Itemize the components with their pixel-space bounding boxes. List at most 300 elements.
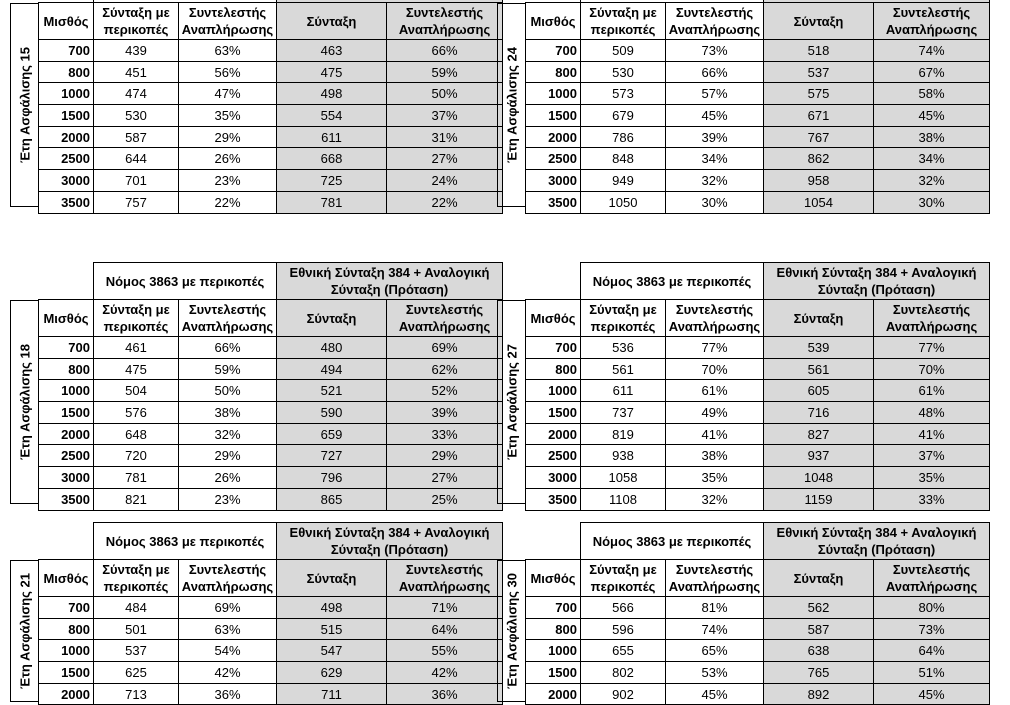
pension-cell: 518 xyxy=(764,40,874,62)
pension-cut-cell: 536 xyxy=(581,337,666,359)
pension-cell: 463 xyxy=(277,40,387,62)
replacement-proposal-cell: 37% xyxy=(387,105,503,127)
table-row xyxy=(39,488,503,510)
pension-cut-cell: 504 xyxy=(94,380,179,402)
replacement-cell: 41% xyxy=(666,423,764,445)
pension-cell: 725 xyxy=(277,170,387,192)
pension-cut-cell: 949 xyxy=(581,170,666,192)
header-replacement-proposal: Συντελεστής Αναπλήρωσης xyxy=(874,560,990,597)
salary-cell: 2000 xyxy=(39,423,94,445)
header-pension: Σύνταξη xyxy=(764,3,874,40)
table-row xyxy=(526,423,990,445)
pension-cut-cell: 573 xyxy=(581,83,666,105)
replacement-proposal-cell: 39% xyxy=(387,402,503,424)
salary-cell: 1000 xyxy=(39,83,94,105)
replacement-proposal-cell: 80% xyxy=(874,597,990,619)
replacement-cell: 73% xyxy=(666,40,764,62)
replacement-cell: 65% xyxy=(666,640,764,662)
pension-cell: 716 xyxy=(764,402,874,424)
replacement-proposal-cell: 74% xyxy=(874,40,990,62)
pension-cell: 587 xyxy=(764,618,874,640)
replacement-proposal-cell: 45% xyxy=(874,683,990,705)
pension-cell: 605 xyxy=(764,380,874,402)
header-pension-cut: Σύνταξη με περικοπές xyxy=(94,300,179,337)
pension-cut-cell: 679 xyxy=(581,105,666,127)
table-row xyxy=(526,105,990,127)
replacement-proposal-cell: 35% xyxy=(874,467,990,489)
replacement-proposal-cell: 52% xyxy=(387,380,503,402)
pension-cut-cell: 644 xyxy=(94,148,179,170)
salary-cell: 1500 xyxy=(39,662,94,684)
pension-cell: 1054 xyxy=(764,191,874,213)
pension-cut-cell: 713 xyxy=(94,683,179,705)
salary-cell: 3000 xyxy=(526,467,581,489)
header-pension-cut: Σύνταξη με περικοπές xyxy=(581,300,666,337)
salary-cell: 700 xyxy=(526,597,581,619)
insurance-years-text: Έτη Ασφάλισης 27 xyxy=(504,343,519,460)
header-proposal: Εθνική Σύνταξη 384 + Αναλογική Σύνταξη (Πρόταση) xyxy=(764,523,990,560)
replacement-cell: 42% xyxy=(179,662,277,684)
pension-cell: 515 xyxy=(277,618,387,640)
salary-cell: 3500 xyxy=(39,191,94,213)
replacement-cell: 53% xyxy=(666,662,764,684)
insurance-years-label xyxy=(497,300,525,504)
header-empty xyxy=(526,263,581,300)
pension-cell: 638 xyxy=(764,640,874,662)
salary-cell: 2000 xyxy=(526,126,581,148)
pension-cell: 1048 xyxy=(764,467,874,489)
replacement-proposal-cell: 69% xyxy=(387,337,503,359)
pension-cell: 480 xyxy=(277,337,387,359)
pension-cut-cell: 451 xyxy=(94,61,179,83)
pension-cut-cell: 902 xyxy=(581,683,666,705)
replacement-cell: 35% xyxy=(666,467,764,489)
insurance-years-text: Έτη Ασφάλισης 15 xyxy=(17,46,32,163)
salary-cell: 2500 xyxy=(526,445,581,467)
replacement-cell: 63% xyxy=(179,40,277,62)
pension-cut-cell: 561 xyxy=(581,358,666,380)
pension-cell: 711 xyxy=(277,683,387,705)
replacement-proposal-cell: 66% xyxy=(387,40,503,62)
pension-cell: 727 xyxy=(277,445,387,467)
replacement-proposal-cell: 42% xyxy=(387,662,503,684)
header-replacement: Συντελεστής Αναπλήρωσης xyxy=(666,3,764,40)
replacement-proposal-cell: 41% xyxy=(874,423,990,445)
table-row xyxy=(39,380,503,402)
replacement-cell: 45% xyxy=(666,105,764,127)
table-row xyxy=(526,148,990,170)
pension-table xyxy=(525,522,990,705)
replacement-proposal-cell: 59% xyxy=(387,61,503,83)
header-empty xyxy=(39,263,94,300)
replacement-proposal-cell: 64% xyxy=(874,640,990,662)
replacement-cell: 26% xyxy=(179,467,277,489)
pension-cut-cell: 757 xyxy=(94,191,179,213)
table-row xyxy=(526,191,990,213)
replacement-cell: 29% xyxy=(179,126,277,148)
table-row xyxy=(39,40,503,62)
table-row xyxy=(39,83,503,105)
replacement-cell: 36% xyxy=(179,683,277,705)
pension-table xyxy=(38,262,503,511)
pension-cut-cell: 475 xyxy=(94,358,179,380)
header-pension-cut: Σύνταξη με περικοπές xyxy=(94,3,179,40)
header-replacement: Συντελεστής Αναπλήρωσης xyxy=(179,300,277,337)
pension-cell: 1159 xyxy=(764,488,874,510)
header-empty xyxy=(526,523,581,560)
table-row xyxy=(39,126,503,148)
replacement-cell: 34% xyxy=(666,148,764,170)
pension-cut-cell: 474 xyxy=(94,83,179,105)
replacement-proposal-cell: 55% xyxy=(387,640,503,662)
pension-cut-cell: 509 xyxy=(581,40,666,62)
salary-cell: 3500 xyxy=(526,191,581,213)
replacement-cell: 32% xyxy=(666,170,764,192)
replacement-proposal-cell: 61% xyxy=(874,380,990,402)
salary-cell: 1500 xyxy=(39,105,94,127)
pension-cut-cell: 461 xyxy=(94,337,179,359)
replacement-proposal-cell: 71% xyxy=(387,597,503,619)
replacement-cell: 39% xyxy=(666,126,764,148)
salary-cell: 700 xyxy=(526,40,581,62)
pension-cut-cell: 655 xyxy=(581,640,666,662)
replacement-proposal-cell: 33% xyxy=(387,423,503,445)
pension-cut-cell: 1058 xyxy=(581,467,666,489)
replacement-cell: 66% xyxy=(179,337,277,359)
header-pension-cut: Σύνταξη με περικοπές xyxy=(581,3,666,40)
replacement-cell: 32% xyxy=(666,488,764,510)
table-row xyxy=(526,597,990,619)
insurance-years-label xyxy=(10,300,38,504)
salary-cell: 1500 xyxy=(526,402,581,424)
salary-cell: 3000 xyxy=(39,467,94,489)
pension-cell: 668 xyxy=(277,148,387,170)
pension-cell: 629 xyxy=(277,662,387,684)
header-pension-cut: Σύνταξη με περικοπές xyxy=(94,560,179,597)
table-row xyxy=(526,337,990,359)
replacement-cell: 47% xyxy=(179,83,277,105)
table-row xyxy=(526,83,990,105)
header-pension: Σύνταξη xyxy=(277,300,387,337)
header-salary: Μισθός xyxy=(39,3,94,40)
replacement-proposal-cell: 38% xyxy=(874,126,990,148)
pension-cell: 892 xyxy=(764,683,874,705)
pension-cut-cell: 848 xyxy=(581,148,666,170)
header-replacement: Συντελεστής Αναπλήρωσης xyxy=(666,300,764,337)
replacement-cell: 81% xyxy=(666,597,764,619)
pension-cut-cell: 537 xyxy=(94,640,179,662)
table-row xyxy=(39,683,503,705)
pension-cell: 494 xyxy=(277,358,387,380)
replacement-cell: 38% xyxy=(666,445,764,467)
table-row xyxy=(526,662,990,684)
insurance-years-label xyxy=(10,3,38,207)
replacement-proposal-cell: 33% xyxy=(874,488,990,510)
replacement-proposal-cell: 24% xyxy=(387,170,503,192)
table-row xyxy=(526,40,990,62)
pension-cell: 562 xyxy=(764,597,874,619)
header-pension: Σύνταξη xyxy=(764,560,874,597)
salary-cell: 700 xyxy=(39,337,94,359)
replacement-cell: 59% xyxy=(179,358,277,380)
pension-cut-cell: 938 xyxy=(581,445,666,467)
table-row xyxy=(526,126,990,148)
pension-cut-cell: 439 xyxy=(94,40,179,62)
salary-cell: 1500 xyxy=(39,402,94,424)
pension-cut-cell: 1108 xyxy=(581,488,666,510)
replacement-cell: 45% xyxy=(666,683,764,705)
pension-cut-cell: 802 xyxy=(581,662,666,684)
replacement-cell: 38% xyxy=(179,402,277,424)
table-row xyxy=(526,683,990,705)
salary-cell: 800 xyxy=(39,358,94,380)
salary-cell: 800 xyxy=(526,61,581,83)
header-empty xyxy=(39,523,94,560)
insurance-years-text: Έτη Ασφάλισης 30 xyxy=(504,572,519,689)
replacement-proposal-cell: 27% xyxy=(387,467,503,489)
replacement-cell: 63% xyxy=(179,618,277,640)
pension-cell: 796 xyxy=(277,467,387,489)
replacement-cell: 54% xyxy=(179,640,277,662)
header-law: Νόμος 3863 με περικοπές xyxy=(94,263,277,300)
header-salary: Μισθός xyxy=(39,300,94,337)
header-pension: Σύνταξη xyxy=(277,560,387,597)
replacement-cell: 35% xyxy=(179,105,277,127)
pension-cut-cell: 786 xyxy=(581,126,666,148)
insurance-years-text: Έτη Ασφάλισης 24 xyxy=(504,46,519,163)
insurance-years-label xyxy=(497,3,525,207)
replacement-proposal-cell: 36% xyxy=(387,683,503,705)
pension-cut-cell: 648 xyxy=(94,423,179,445)
replacement-proposal-cell: 34% xyxy=(874,148,990,170)
pension-cell: 862 xyxy=(764,148,874,170)
pension-cut-cell: 596 xyxy=(581,618,666,640)
replacement-proposal-cell: 48% xyxy=(874,402,990,424)
replacement-cell: 56% xyxy=(179,61,277,83)
pension-cut-cell: 737 xyxy=(581,402,666,424)
replacement-proposal-cell: 51% xyxy=(874,662,990,684)
header-proposal: Εθνική Σύνταξη 384 + Αναλογική Σύνταξη (Πρόταση) xyxy=(277,263,503,300)
table-row xyxy=(526,445,990,467)
table-row xyxy=(39,337,503,359)
pension-table xyxy=(38,522,503,705)
pension-cell: 937 xyxy=(764,445,874,467)
salary-cell: 1000 xyxy=(39,640,94,662)
table-row xyxy=(526,618,990,640)
salary-cell: 3500 xyxy=(526,488,581,510)
pension-cell: 590 xyxy=(277,402,387,424)
salary-cell: 3000 xyxy=(39,170,94,192)
replacement-proposal-cell: 22% xyxy=(387,191,503,213)
replacement-proposal-cell: 64% xyxy=(387,618,503,640)
pension-cut-cell: 611 xyxy=(581,380,666,402)
replacement-proposal-cell: 31% xyxy=(387,126,503,148)
salary-cell: 800 xyxy=(526,618,581,640)
salary-cell: 1000 xyxy=(526,83,581,105)
replacement-cell: 69% xyxy=(179,597,277,619)
pension-cell: 781 xyxy=(277,191,387,213)
salary-cell: 2500 xyxy=(526,148,581,170)
table-row xyxy=(526,61,990,83)
replacement-proposal-cell: 25% xyxy=(387,488,503,510)
replacement-cell: 66% xyxy=(666,61,764,83)
header-law: Νόμος 3863 με περικοπές xyxy=(94,523,277,560)
salary-cell: 2000 xyxy=(526,683,581,705)
pension-cell: 547 xyxy=(277,640,387,662)
pension-cell: 958 xyxy=(764,170,874,192)
table-row xyxy=(526,170,990,192)
header-salary: Μισθός xyxy=(526,3,581,40)
table-row xyxy=(39,358,503,380)
pension-cell: 659 xyxy=(277,423,387,445)
pension-cell: 498 xyxy=(277,597,387,619)
replacement-cell: 70% xyxy=(666,358,764,380)
pension-cell: 561 xyxy=(764,358,874,380)
replacement-proposal-cell: 45% xyxy=(874,105,990,127)
header-pension: Σύνταξη xyxy=(277,3,387,40)
header-salary: Μισθός xyxy=(39,560,94,597)
pension-cell: 671 xyxy=(764,105,874,127)
table-row xyxy=(39,445,503,467)
pension-cut-cell: 720 xyxy=(94,445,179,467)
salary-cell: 1000 xyxy=(526,640,581,662)
table-row xyxy=(526,467,990,489)
replacement-proposal-cell: 29% xyxy=(387,445,503,467)
pension-cell: 575 xyxy=(764,83,874,105)
salary-cell: 3500 xyxy=(39,488,94,510)
pension-cut-cell: 530 xyxy=(581,61,666,83)
insurance-years-label xyxy=(10,560,38,702)
pension-cut-cell: 819 xyxy=(581,423,666,445)
replacement-proposal-cell: 30% xyxy=(874,191,990,213)
table-row xyxy=(39,61,503,83)
replacement-cell: 23% xyxy=(179,488,277,510)
pension-cell: 539 xyxy=(764,337,874,359)
replacement-cell: 49% xyxy=(666,402,764,424)
pension-cell: 475 xyxy=(277,61,387,83)
pension-cut-cell: 821 xyxy=(94,488,179,510)
header-pension: Σύνταξη xyxy=(764,300,874,337)
salary-cell: 700 xyxy=(39,40,94,62)
replacement-proposal-cell: 77% xyxy=(874,337,990,359)
replacement-proposal-cell: 73% xyxy=(874,618,990,640)
table-row xyxy=(39,423,503,445)
replacement-cell: 57% xyxy=(666,83,764,105)
table-row xyxy=(526,380,990,402)
replacement-cell: 74% xyxy=(666,618,764,640)
insurance-years-label xyxy=(497,560,525,702)
header-replacement: Συντελεστής Αναπλήρωσης xyxy=(666,560,764,597)
header-replacement-proposal: Συντελεστής Αναπλήρωσης xyxy=(387,3,503,40)
pension-cut-cell: 484 xyxy=(94,597,179,619)
pension-cell: 554 xyxy=(277,105,387,127)
replacement-cell: 32% xyxy=(179,423,277,445)
salary-cell: 3000 xyxy=(526,170,581,192)
salary-cell: 800 xyxy=(526,358,581,380)
header-replacement-proposal: Συντελεστής Αναπλήρωσης xyxy=(874,3,990,40)
table-row xyxy=(39,662,503,684)
table-row xyxy=(39,618,503,640)
replacement-proposal-cell: 32% xyxy=(874,170,990,192)
header-proposal: Εθνική Σύνταξη 384 + Αναλογική Σύνταξη (Πρόταση) xyxy=(277,523,503,560)
replacement-cell: 23% xyxy=(179,170,277,192)
header-law: Νόμος 3863 με περικοπές xyxy=(581,523,764,560)
header-salary: Μισθός xyxy=(526,560,581,597)
header-law: Νόμος 3863 με περικοπές xyxy=(581,263,764,300)
pension-cell: 521 xyxy=(277,380,387,402)
header-replacement-proposal: Συντελεστής Αναπλήρωσης xyxy=(874,300,990,337)
pension-cut-cell: 530 xyxy=(94,105,179,127)
salary-cell: 800 xyxy=(39,61,94,83)
replacement-proposal-cell: 50% xyxy=(387,83,503,105)
table-row xyxy=(526,358,990,380)
salary-cell: 1500 xyxy=(526,105,581,127)
salary-cell: 2500 xyxy=(39,148,94,170)
pension-cut-cell: 1050 xyxy=(581,191,666,213)
replacement-proposal-cell: 37% xyxy=(874,445,990,467)
pension-cell: 498 xyxy=(277,83,387,105)
pension-cell: 611 xyxy=(277,126,387,148)
pension-cut-cell: 781 xyxy=(94,467,179,489)
pension-cell: 767 xyxy=(764,126,874,148)
pension-cell: 827 xyxy=(764,423,874,445)
table-row xyxy=(39,467,503,489)
header-proposal: Εθνική Σύνταξη 384 + Αναλογική Σύνταξη (Πρόταση) xyxy=(764,263,990,300)
replacement-cell: 50% xyxy=(179,380,277,402)
salary-cell: 1500 xyxy=(526,662,581,684)
replacement-cell: 61% xyxy=(666,380,764,402)
salary-cell: 700 xyxy=(39,597,94,619)
pension-cut-cell: 501 xyxy=(94,618,179,640)
table-row xyxy=(526,402,990,424)
salary-cell: 2000 xyxy=(39,683,94,705)
table-row xyxy=(526,640,990,662)
table-row xyxy=(39,170,503,192)
replacement-cell: 22% xyxy=(179,191,277,213)
salary-cell: 2500 xyxy=(39,445,94,467)
replacement-proposal-cell: 70% xyxy=(874,358,990,380)
replacement-proposal-cell: 62% xyxy=(387,358,503,380)
salary-cell: 1000 xyxy=(526,380,581,402)
pension-cell: 537 xyxy=(764,61,874,83)
pension-cut-cell: 566 xyxy=(581,597,666,619)
pension-table xyxy=(525,0,990,214)
pension-cut-cell: 625 xyxy=(94,662,179,684)
salary-cell: 2000 xyxy=(39,126,94,148)
table-row xyxy=(39,640,503,662)
replacement-cell: 77% xyxy=(666,337,764,359)
header-replacement-proposal: Συντελεστής Αναπλήρωσης xyxy=(387,300,503,337)
pension-cut-cell: 701 xyxy=(94,170,179,192)
table-row xyxy=(39,191,503,213)
replacement-cell: 30% xyxy=(666,191,764,213)
pension-cut-cell: 576 xyxy=(94,402,179,424)
replacement-proposal-cell: 67% xyxy=(874,61,990,83)
pension-cell: 865 xyxy=(277,488,387,510)
replacement-cell: 26% xyxy=(179,148,277,170)
insurance-years-text: Έτη Ασφάλισης 18 xyxy=(17,343,32,460)
replacement-proposal-cell: 58% xyxy=(874,83,990,105)
header-replacement-proposal: Συντελεστής Αναπλήρωσης xyxy=(387,560,503,597)
table-row xyxy=(39,402,503,424)
salary-cell: 800 xyxy=(39,618,94,640)
salary-cell: 2000 xyxy=(526,423,581,445)
replacement-cell: 29% xyxy=(179,445,277,467)
replacement-proposal-cell: 27% xyxy=(387,148,503,170)
table-row xyxy=(526,488,990,510)
table-row xyxy=(39,105,503,127)
pension-table xyxy=(38,0,503,214)
